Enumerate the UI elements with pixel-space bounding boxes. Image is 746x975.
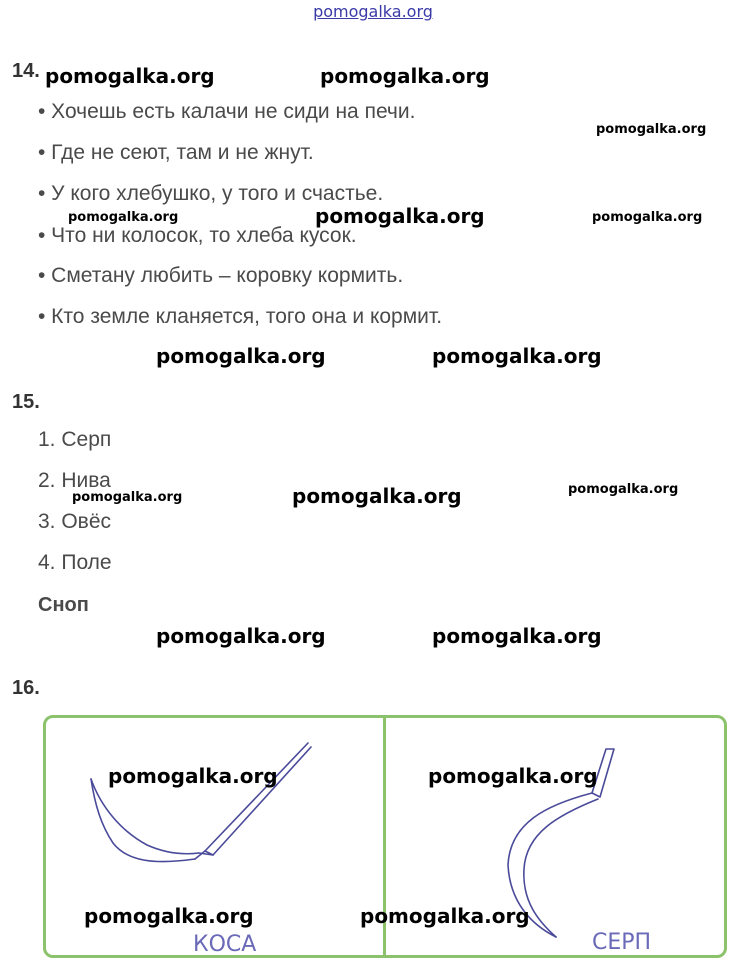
proverb-line: • Хочешь есть калачи не сиди на печи. bbox=[38, 100, 416, 123]
watermark: pomogalka.org bbox=[432, 344, 602, 368]
watermark: pomogalka.org bbox=[432, 624, 602, 648]
watermark: pomogalka.org bbox=[156, 624, 326, 648]
task-16-number: 16. bbox=[12, 677, 40, 699]
watermark: pomogalka.org bbox=[108, 764, 278, 788]
answer-item: 1. Серп bbox=[38, 428, 112, 451]
watermark: pomogalka.org bbox=[45, 64, 215, 88]
scythe-caption: КОСА bbox=[193, 932, 257, 957]
proverb-line: • Сметану любить – коровку кормить. bbox=[38, 264, 404, 287]
sickle-caption: СЕРП bbox=[592, 930, 652, 955]
watermark: pomogalka.org bbox=[360, 904, 530, 928]
watermark: pomogalka.org bbox=[568, 482, 679, 497]
watermark: pomogalka.org bbox=[156, 344, 326, 368]
answer-item: 3. Овёс bbox=[38, 510, 112, 533]
top-watermark-link[interactable]: pomogalka.org bbox=[313, 2, 433, 21]
task-15-number: 15. bbox=[12, 391, 40, 413]
answer-word: Сноп bbox=[38, 594, 89, 616]
answer-item: 4. Поле bbox=[38, 551, 112, 574]
proverb-line: • Где не сеют, там и не жнут. bbox=[38, 141, 314, 164]
watermark: pomogalka.org bbox=[72, 490, 183, 505]
proverb-line: • У кого хлебушко, у того и счастье. bbox=[38, 182, 384, 205]
watermark: pomogalka.org bbox=[315, 204, 485, 228]
task-14-number: 14. bbox=[12, 60, 40, 82]
watermark: pomogalka.org bbox=[68, 210, 179, 225]
watermark: pomogalka.org bbox=[320, 64, 490, 88]
watermark: pomogalka.org bbox=[292, 484, 462, 508]
watermark: pomogalka.org bbox=[596, 122, 707, 137]
proverb-line: • Что ни колосок, то хлеба кусок. bbox=[38, 224, 357, 247]
answer-item: 2. Нива bbox=[38, 469, 111, 492]
proverb-line: • Кто земле кланяется, того она и кормит. bbox=[38, 305, 443, 328]
watermark: pomogalka.org bbox=[84, 904, 254, 928]
watermark: pomogalka.org bbox=[428, 764, 598, 788]
watermark: pomogalka.org bbox=[592, 210, 703, 225]
